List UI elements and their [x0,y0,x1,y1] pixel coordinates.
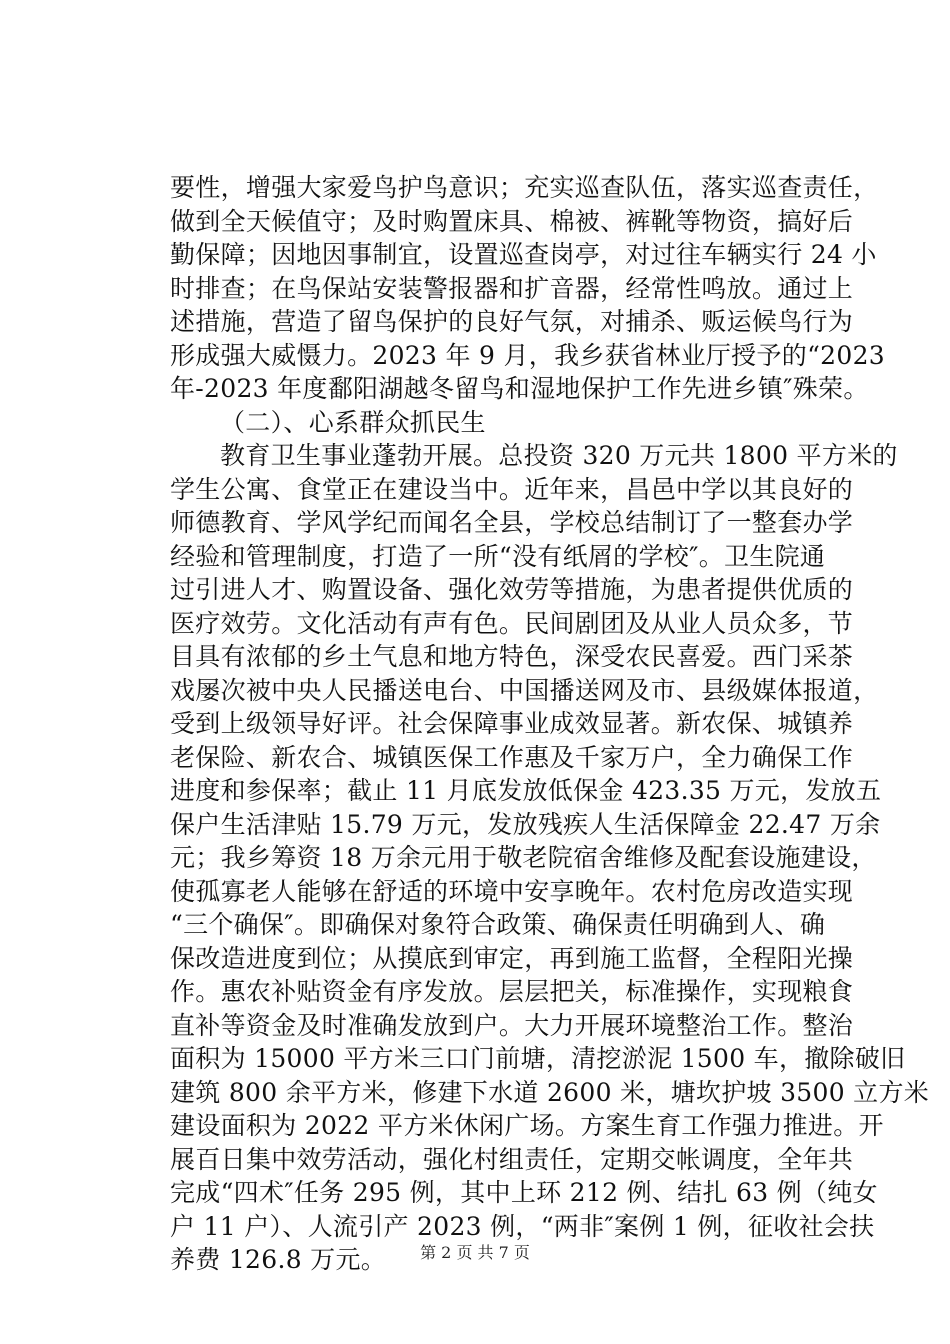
text-line: 完成“四术″任务 295 例，其中上环 212 例、结扎 63 例（纯女 [170,1178,878,1207]
text-line: 作。惠农补贴资金有序发放。层层把关，标准操作，实现粮食 [170,977,854,1006]
text-line: 述措施，营造了留鸟保护的良好气氛，对捕杀、贩运候鸟行为 [170,307,854,336]
text-line: 形成强大威慑力。2023 年 9 月，我乡获省林业厅授予的“2023 [170,340,885,370]
text-line: 受到上级领导好评。社会保障事业成效显著。新农保、城镇养 [170,709,854,738]
document-body [170,171,930,1277]
text-line: 经验和管理制度，打造了一所“没有纸屑的学校″。卫生院通 [170,541,826,571]
page-number-footer: 第 2 页 共 7 页 [420,1243,530,1262]
paragraph-first-line: 教育卫生事业蓬勃开展。总投资 320 万元共 1800 平方米的 [220,441,898,470]
text-line: 时排查；在鸟保站安装警报器和扩音器，经常性鸣放。通过上 [170,273,854,303]
text-line: 勤保障；因地因事制宜，设置巡查岗亭，对过往车辆实行 24 小 [170,240,877,269]
text-line: 要性，增强大家爱鸟护鸟意识；充实巡查队伍，落实巡查责任， [170,173,879,202]
text-line: 使孤寡老人能够在舒适的环境中安享晚年。农村危房改造实现 [170,876,854,906]
text-line: 目具有浓郁的乡土气息和地方特色，深受农民喜爱。西门采茶 [170,642,854,671]
text-line: 学生公寓、食堂正在建设当中。近年来，昌邑中学以其良好的 [170,474,854,504]
text-line: 建设面积为 2022 平方米休闲广场。方案生育工作强力推进。开 [170,1111,884,1140]
text-line: 年-2023 年度鄱阳湖越冬留鸟和湿地保护工作先进乡镇″殊荣。 [170,374,869,403]
text-line: 户 11 户）、人流引产 2023 例，“两非″案例 1 例，征收社会扶 [170,1211,875,1241]
text-line: 保改造进度到位；从摸底到审定，再到施工监督，全程阳光操 [170,943,854,973]
text-line: 师德教育、学风学纪而闻名全县，学校总结制订了一整套办学 [170,508,854,537]
text-line: 展百日集中效劳活动，强化村组责任，定期交帐调度，全年共 [170,1144,854,1174]
text-line: 保户生活津贴 15.79 万元，发放残疾人生活保障金 22.47 万余 [170,809,881,839]
text-line: 过引进人才、购置设备、强化效劳等措施，为患者提供优质的 [170,575,854,604]
text-line: 养费 126.8 万元。 [170,1245,387,1274]
text-line: 元；我乡筹资 18 万余元用于敬老院宿舍维修及配套设施建设， [170,843,877,872]
text-line: 面积为 15000 平方米三口门前塘，清挖淤泥 1500 车，撤除破旧 [170,1044,906,1073]
text-line: 老保险、新农合、城镇医保工作惠及千家万户，全力确保工作 [170,742,854,772]
text-line: 做到全天候值守；及时购置床具、棉被、裤靴等物资，搞好后 [170,206,854,236]
text-line: 进度和参保率；截止 11 月底发放低保金 423.35 万元，发放五 [170,776,882,805]
text-line: “三个确保″。即确保对象符合政策、确保责任明确到人、确 [170,910,826,939]
text-line: 建筑 800 余平方米，修建下水道 2600 米，塘坎护坡 3500 立方米 [170,1077,930,1107]
text-line: 直补等资金及时准确发放到户。大力开展环境整治工作。整治 [170,1010,854,1040]
text-line: 医疗效劳。文化活动有声有色。民间剧团及从业人员众多，节 [170,608,854,638]
text-line: 戏屡次被中央人民播送电台、中国播送网及市、县级媒体报道， [170,675,879,705]
section-heading: （二）、心系群众抓民生 [220,407,486,437]
